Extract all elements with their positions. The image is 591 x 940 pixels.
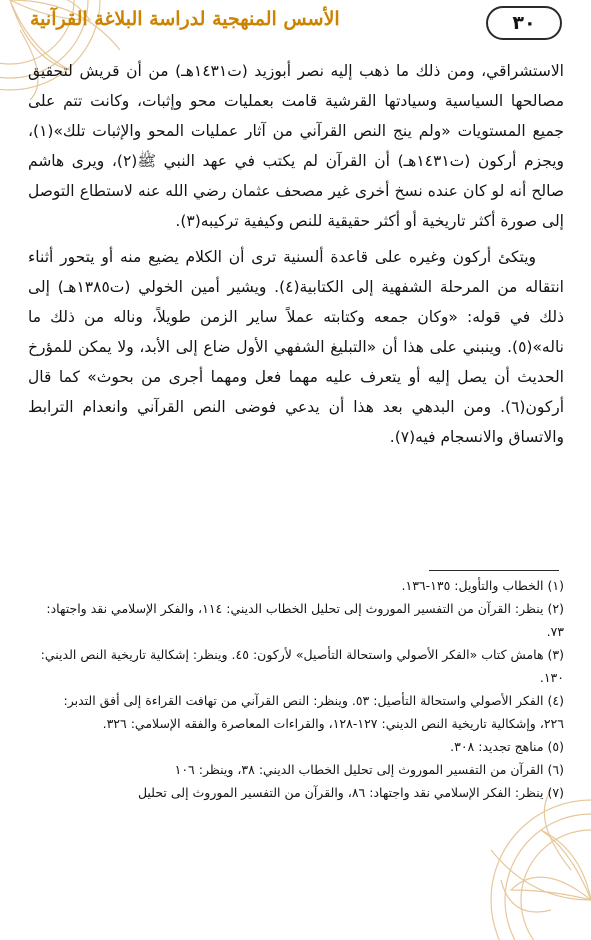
footnote: (٤) الفكر الأصولي واستحالة التأصيل: ٥٣. وينظر: النص القرآني من تهافت القراءة إلى أفق التدبر: ٢٢٦، وإشكالية تاريخية النص الديني: ١٢٧-١٢٨، والقراءات المعاصرة والفقه الإسلامي: ٣٢٦. <box>63 693 564 731</box>
footnote: (١) الخطاب والتأويل: ١٣٥-١٣٦. <box>401 578 564 593</box>
paragraph: ويتكئ أركون وغيره على قاعدة ألسنية ترى أن الكلام يضيع منه أو يتحور أثناء انتقاله من المرحلة الشفهية إلى الكتابية(٤). ويشير أمين الخولي (ت١٣٨٥هـ) إلى ذلك في قوله: «وكان جمعه وكتابته عملاً ساير الزمن طويلاً، وناله من ذلك ما ناله»(٥). وينبني على هذا أن «التبليغ الشفهي الأول ضاع إلى الأبد، ولا يمكن للمؤرخ الحديث أن يصل إليه أو يتعرف عليه مهما فعل ومهما أجرى من بحوث» كما قال أركون(٦). ومن البدهي بعد هذا أن يدعي فوضى النص القرآني وانعدام الترابط والاتساق والانسجام فيه(٧). <box>28 248 564 446</box>
page-number: ٣٠ <box>486 6 562 40</box>
running-header-title: الأسس المنهجية لدراسة البلاغة القرآنية <box>30 8 340 30</box>
footnotes <box>40 574 564 804</box>
main-text <box>28 56 564 452</box>
footnote: (٧) ينظر: الفكر الإسلامي نقد واجتهاد: ٨٦، والقرآن من التفسير الموروث إلى تحليل <box>137 785 564 800</box>
footnote: (٢) ينظر: القرآن من التفسير الموروث إلى تحليل الخطاب الديني: ١١٤، والفكر الإسلامي نقد واجتهاد: ٧٣. <box>46 601 564 639</box>
footnote: (٥) مناهج تجديد: ٣٠٨. <box>450 739 564 754</box>
footnote: (٦) القرآن من التفسير الموروث إلى تحليل الخطاب الديني: ٣٨، وينظر: ١٠٦ <box>174 762 564 777</box>
page-header <box>30 6 570 44</box>
paragraph: الاستشراقي، ومن ذلك ما ذهب إليه نصر أبوزيد (ت١٤٣١هـ) من أن قريش لتحقيق مصالحها السياسية وسيادتها القرشية قامت بعمليات محو وإثبات، وكانت تتم على جميع المستويات «ولم ينج النص القرآني من آثار عمليات المحو والإثبات تلك»(١)، ويجزم أركون (ت١٤٣١هـ) أن القرآن لم يكتب في عهد النبي ﷺ(٢)، ويرى هاشم صالح أنه لو كان عنده نسخ أخرى غير مصحف عثمان رضي الله عنه لاستطاع التوصل إلى صورة أكثر تاريخية أو أكثر حقيقية للنص وكيفية تركيبه(٣). <box>28 62 564 230</box>
footnote: (٣) هامش كتاب «الفكر الأصولي واستحالة التأصيل» لأركون: ٤٥. وينظر: إشكالية تاريخية النص الديني: ١٣٠. <box>40 647 564 685</box>
footnote-separator <box>429 570 559 571</box>
